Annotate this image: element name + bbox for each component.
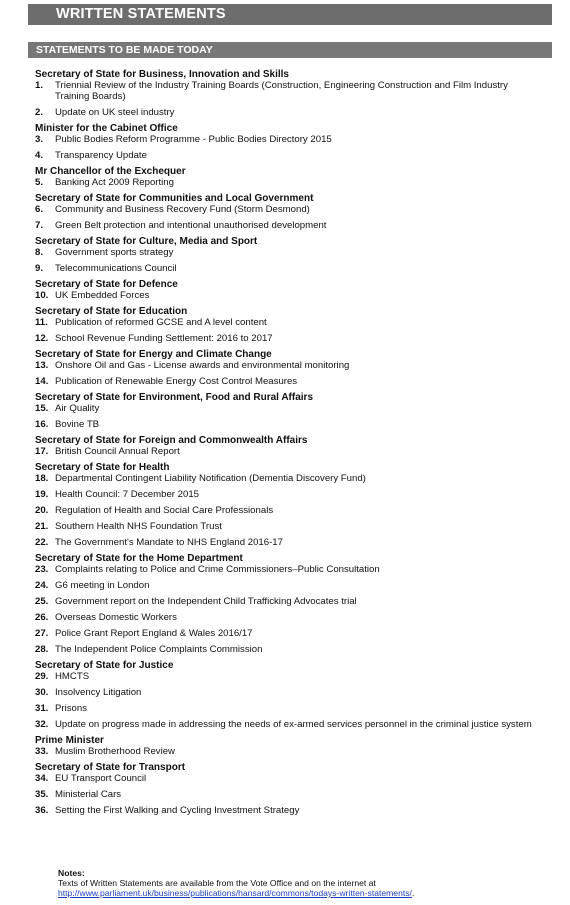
statement-title: Ministerial Cars bbox=[55, 789, 122, 800]
statement-item bbox=[35, 719, 535, 730]
notes-link-suffix: . bbox=[411, 888, 415, 898]
department-group bbox=[35, 735, 535, 757]
department-group bbox=[35, 553, 535, 655]
statement-item bbox=[35, 628, 535, 639]
statement-number: 13. bbox=[35, 360, 49, 371]
department-group bbox=[35, 306, 535, 344]
statement-title: Complaints relating to Police and Crime Commissioners–Public Consultation bbox=[55, 564, 380, 575]
statement-title: Green Belt protection and intentional unauthorised development bbox=[55, 220, 327, 231]
department-group bbox=[35, 392, 535, 430]
statement-item bbox=[35, 317, 535, 328]
statement-item bbox=[35, 220, 535, 231]
department-group bbox=[35, 462, 535, 548]
statement-title: Update on UK steel industry bbox=[55, 107, 175, 118]
statement-number: 22. bbox=[35, 537, 49, 548]
statement-number: 34. bbox=[35, 773, 49, 784]
statements-list bbox=[35, 66, 535, 821]
statement-title: Publication of Renewable Energy Cost Control Measures bbox=[55, 376, 298, 387]
statement-title: HMCTS bbox=[55, 671, 90, 682]
section-heading: STATEMENTS TO BE MADE TODAY bbox=[28, 42, 552, 58]
statement-title: Regulation of Health and Social Care Professionals bbox=[55, 505, 274, 516]
statement-title: UK Embedded Forces bbox=[55, 290, 150, 301]
statement-item bbox=[35, 419, 535, 430]
statement-item bbox=[35, 564, 535, 575]
statement-title: Onshore Oil and Gas - License awards and environmental monitoring bbox=[55, 360, 350, 371]
statement-title: Air Quality bbox=[55, 403, 100, 414]
statement-title: Insolvency Litigation bbox=[55, 687, 142, 698]
statement-title: Prisons bbox=[55, 703, 87, 714]
statement-title: Triennial Review of the Industry Training Boards (Construction, Engineering Construction and Film Industry Training Boards) bbox=[55, 80, 508, 102]
statement-number: 33. bbox=[35, 746, 49, 757]
statement-item bbox=[35, 446, 535, 457]
department-heading: Secretary of State for Environment, Food and Rural Affairs bbox=[35, 392, 314, 403]
statement-number: 6. bbox=[35, 204, 44, 215]
statement-number: 35. bbox=[35, 789, 49, 800]
statement-title: Health Council: 7 December 2015 bbox=[55, 489, 199, 500]
statement-number: 21. bbox=[35, 521, 49, 532]
statement-number: 7. bbox=[35, 220, 44, 231]
statement-number: 12. bbox=[35, 333, 49, 344]
department-group bbox=[35, 236, 535, 274]
statement-title: British Council Annual Report bbox=[55, 446, 180, 457]
statement-item bbox=[35, 263, 535, 274]
department-group bbox=[35, 69, 535, 118]
department-heading: Secretary of State for Defence bbox=[35, 279, 178, 290]
statement-title: Publication of reformed GCSE and A level content bbox=[55, 317, 267, 328]
notes-text: Texts of Written Statements are available from the Vote Office and on the internet at bbox=[58, 878, 376, 888]
statement-number: 32. bbox=[35, 719, 49, 730]
department-group bbox=[35, 279, 535, 301]
statement-title: Update on progress made in addressing the needs of ex-armed services personnel in the criminal justice system bbox=[55, 719, 532, 730]
department-heading: Secretary of State for Foreign and Commonwealth Affairs bbox=[35, 435, 308, 446]
statement-number: 17. bbox=[35, 446, 49, 457]
statement-number: 8. bbox=[35, 247, 44, 258]
statement-item bbox=[35, 150, 535, 161]
statement-number: 27. bbox=[35, 628, 49, 639]
statement-number: 19. bbox=[35, 489, 49, 500]
department-heading: Secretary of State for Education bbox=[35, 306, 188, 317]
statement-number: 28. bbox=[35, 644, 49, 655]
statement-number: 23. bbox=[35, 564, 49, 575]
statement-title: Telecommunications Council bbox=[55, 263, 177, 274]
statement-item bbox=[35, 537, 535, 548]
statement-number: 31. bbox=[35, 703, 49, 714]
statement-number: 2. bbox=[35, 107, 44, 118]
statement-number: 25. bbox=[35, 596, 49, 607]
department-heading: Secretary of State for the Home Department bbox=[35, 553, 243, 564]
statement-item bbox=[35, 489, 535, 500]
notes-title: Notes: bbox=[58, 868, 85, 878]
statement-title: Overseas Domestic Workers bbox=[55, 612, 177, 623]
statement-item bbox=[35, 805, 535, 816]
statement-item bbox=[35, 473, 535, 484]
statement-item bbox=[35, 290, 535, 301]
statement-item bbox=[35, 671, 535, 682]
department-heading: Secretary of State for Energy and Climate Change bbox=[35, 349, 272, 360]
statement-number: 24. bbox=[35, 580, 49, 591]
statement-item bbox=[35, 204, 535, 215]
department-group bbox=[35, 660, 535, 730]
statement-item bbox=[35, 134, 535, 145]
statement-number: 30. bbox=[35, 687, 49, 698]
statement-item bbox=[35, 596, 535, 607]
statement-item bbox=[35, 644, 535, 655]
statement-title: Setting the First Walking and Cycling Investment Strategy bbox=[55, 805, 300, 816]
department-heading: Secretary of State for Communities and Local Government bbox=[35, 193, 314, 204]
statement-number: 3. bbox=[35, 134, 44, 145]
statement-title: Banking Act 2009 Reporting bbox=[55, 177, 174, 188]
statement-item bbox=[35, 376, 535, 387]
statement-title: Departmental Contingent Liability Notification (Dementia Discovery Fund) bbox=[55, 473, 366, 484]
statement-number: 20. bbox=[35, 505, 49, 516]
statement-item bbox=[35, 612, 535, 623]
department-group bbox=[35, 349, 535, 387]
statement-title: Bovine TB bbox=[55, 419, 100, 430]
statement-number: 29. bbox=[35, 671, 49, 682]
department-heading: Minister for the Cabinet Office bbox=[35, 123, 178, 134]
statement-number: 9. bbox=[35, 263, 44, 274]
statement-title: Transparency Update bbox=[55, 150, 147, 161]
statement-number: 14. bbox=[35, 376, 49, 387]
statement-title: Community and Business Recovery Fund (Storm Desmond) bbox=[55, 204, 310, 215]
department-group bbox=[35, 123, 535, 161]
notes-link-line bbox=[58, 888, 414, 898]
statement-number: 16. bbox=[35, 419, 49, 430]
statement-item bbox=[35, 521, 535, 532]
department-heading: Secretary of State for Transport bbox=[35, 762, 186, 773]
statement-title: Government sports strategy bbox=[55, 247, 174, 258]
statement-title: Government report on the Independent Child Trafficking Advocates trial bbox=[55, 596, 357, 607]
statement-item bbox=[35, 773, 535, 784]
statement-item bbox=[35, 333, 535, 344]
department-group bbox=[35, 762, 535, 816]
department-heading: Secretary of State for Culture, Media and Sport bbox=[35, 236, 258, 247]
notes-section bbox=[58, 868, 414, 898]
written-statements-link[interactable]: http://www.parliament.uk/business/publications/hansard/commons/todays-written-statements/ bbox=[58, 888, 412, 898]
statement-item bbox=[35, 80, 535, 102]
department-group bbox=[35, 193, 535, 231]
statement-number: 26. bbox=[35, 612, 49, 623]
statement-item bbox=[35, 580, 535, 591]
statement-item bbox=[35, 687, 535, 698]
statement-title: G6 meeting in London bbox=[55, 580, 150, 591]
department-heading: Prime Minister bbox=[35, 735, 104, 746]
statement-title: Police Grant Report England & Wales 2016/17 bbox=[55, 628, 253, 639]
department-heading: Secretary of State for Justice bbox=[35, 660, 174, 671]
statement-number: 11. bbox=[35, 317, 48, 328]
department-group bbox=[35, 435, 535, 457]
statement-number: 15. bbox=[35, 403, 49, 414]
statement-title: Southern Health NHS Foundation Trust bbox=[55, 521, 222, 532]
statement-title: The Independent Police Complaints Commission bbox=[55, 644, 263, 655]
statement-number: 36. bbox=[35, 805, 49, 816]
statement-item bbox=[35, 360, 535, 371]
statement-number: 10. bbox=[35, 290, 49, 301]
department-group bbox=[35, 166, 535, 188]
statement-item bbox=[35, 789, 535, 800]
department-heading: Secretary of State for Business, Innovation and Skills bbox=[35, 69, 289, 80]
statement-title: EU Transport Council bbox=[55, 773, 147, 784]
statement-title: The Government's Mandate to NHS England 2016-17 bbox=[55, 537, 283, 548]
department-heading: Secretary of State for Health bbox=[35, 462, 170, 473]
statement-title: Public Bodies Reform Programme - Public Bodies Directory 2015 bbox=[55, 134, 332, 145]
department-heading: Mr Chancellor of the Exchequer bbox=[35, 166, 186, 177]
page-title: WRITTEN STATEMENTS bbox=[28, 4, 552, 25]
statement-item bbox=[35, 107, 535, 118]
statement-item bbox=[35, 746, 535, 757]
statement-title: Muslim Brotherhood Review bbox=[55, 746, 175, 757]
statement-item bbox=[35, 247, 535, 258]
statement-number: 1. bbox=[35, 80, 44, 91]
statement-number: 4. bbox=[35, 150, 44, 161]
statement-item bbox=[35, 703, 535, 714]
statement-number: 5. bbox=[35, 177, 44, 188]
statement-item bbox=[35, 177, 535, 188]
statement-item bbox=[35, 403, 535, 414]
statement-item bbox=[35, 505, 535, 516]
statement-number: 18. bbox=[35, 473, 49, 484]
statement-title: School Revenue Funding Settlement: 2016 to 2017 bbox=[55, 333, 273, 344]
